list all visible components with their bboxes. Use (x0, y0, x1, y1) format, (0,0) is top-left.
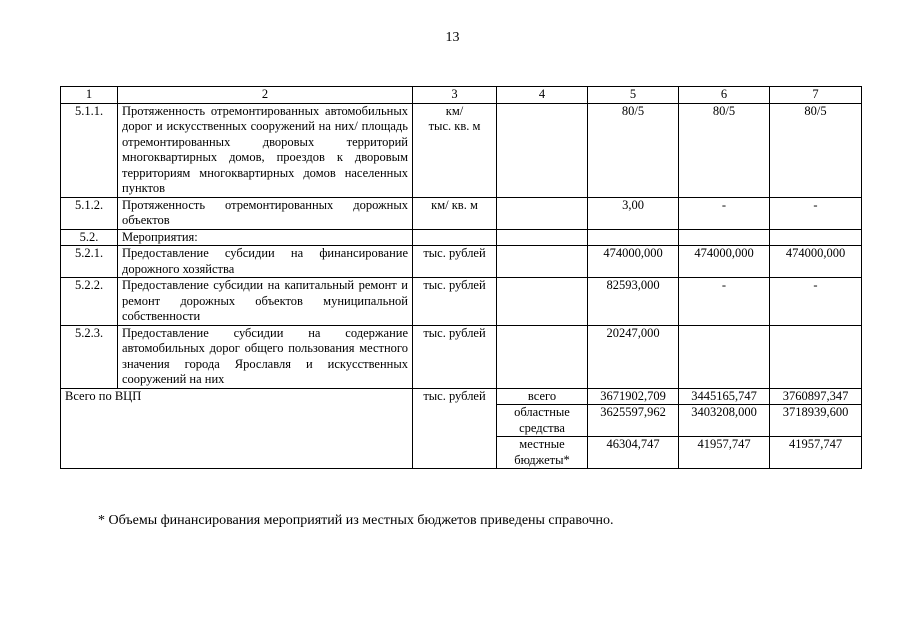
row-source (497, 103, 588, 197)
row-unit: тыс. рублей (413, 278, 497, 326)
table-row-5-2-3 (61, 325, 862, 388)
row-value-col-5: 3,00 (588, 197, 679, 229)
table-header-row (61, 87, 862, 104)
row-value-col-5: 20247,000 (588, 325, 679, 388)
page-number: 13 (445, 30, 460, 45)
total-source: всего (497, 388, 588, 405)
row-value-col-5: 474000,000 (588, 246, 679, 278)
row-name: Мероприятия: (118, 229, 413, 246)
row-name: Предоставление субсидии на капитальный ремонт и ремонт дорожных объектов муниципальной собственности (118, 278, 413, 326)
header-col-2: 2 (118, 87, 413, 104)
header-col-5: 5 (588, 87, 679, 104)
total-value-col-7: 3718939,600 (770, 405, 862, 437)
row-unit: тыс. рублей (413, 246, 497, 278)
row-number: 5.1.1. (61, 103, 118, 197)
total-value-col-7: 41957,747 (770, 437, 862, 469)
row-unit: тыс. рублей (413, 325, 497, 388)
row-value-col-7: 474000,000 (770, 246, 862, 278)
total-value-col-6: 41957,747 (679, 437, 770, 469)
row-value-col-7: - (770, 197, 862, 229)
table-row-5-2-1 (61, 246, 862, 278)
empty-cell (770, 229, 862, 246)
row-name: Протяженность отремонтированных дорожных объектов (118, 197, 413, 229)
empty-cell (679, 229, 770, 246)
row-name: Предоставление субсидии на финансирование дорожного хозяйства (118, 246, 413, 278)
row-value-col-6: - (679, 197, 770, 229)
header-col-4: 4 (497, 87, 588, 104)
row-source (497, 197, 588, 229)
row-value-col-5: 82593,000 (588, 278, 679, 326)
total-value-col-5: 46304,747 (588, 437, 679, 469)
table-row-5-2 (61, 229, 862, 246)
row-number: 5.1.2. (61, 197, 118, 229)
row-number: 5.2.1. (61, 246, 118, 278)
header-col-7: 7 (770, 87, 862, 104)
row-value-col-6: 474000,000 (679, 246, 770, 278)
row-number: 5.2.2. (61, 278, 118, 326)
footnote: * Объемы финансирования мероприятий из местных бюджетов приведены справочно. (98, 513, 614, 528)
total-unit: тыс. рублей (413, 388, 497, 469)
row-value-col-6: 80/5 (679, 103, 770, 197)
total-value-col-6: 3445165,747 (679, 388, 770, 405)
program-indicators-table (60, 86, 862, 469)
empty-cell (413, 229, 497, 246)
header-col-6: 6 (679, 87, 770, 104)
total-source: областные средства (497, 405, 588, 437)
row-value-col-7 (770, 325, 862, 388)
empty-cell (588, 229, 679, 246)
total-value-col-5: 3671902,709 (588, 388, 679, 405)
total-value-col-5: 3625597,962 (588, 405, 679, 437)
total-value-col-6: 3403208,000 (679, 405, 770, 437)
table-row-total (61, 388, 862, 405)
empty-cell (497, 229, 588, 246)
row-number: 5.2. (61, 229, 118, 246)
row-value-col-6 (679, 325, 770, 388)
row-source (497, 325, 588, 388)
row-value-col-6: - (679, 278, 770, 326)
header-col-3: 3 (413, 87, 497, 104)
table-row-5-2-2 (61, 278, 862, 326)
total-source: местные бюджеты* (497, 437, 588, 469)
row-value-col-7: - (770, 278, 862, 326)
row-source (497, 246, 588, 278)
header-col-1: 1 (61, 87, 118, 104)
row-name: Предоставление субсидии на содержание автомобильных дорог общего пользования местного значения города Ярославля и искусственных сооружений на них (118, 325, 413, 388)
row-name: Протяженность отремонтированных автомобильных дорог и искусственных сооружений на них/ площадь отремонтированных дворовых территорий многоквартирных домов, проездов к дворовым территориям многоквартирных домов населенных пунктов (118, 103, 413, 197)
table-row-5-1-2 (61, 197, 862, 229)
row-unit: км/ тыс. кв. м (413, 103, 497, 197)
total-label: Всего по ВЦП (61, 388, 413, 469)
row-unit: км/ кв. м (413, 197, 497, 229)
row-value-col-7: 80/5 (770, 103, 862, 197)
table-row-5-1-1 (61, 103, 862, 197)
row-source (497, 278, 588, 326)
row-value-col-5: 80/5 (588, 103, 679, 197)
row-number: 5.2.3. (61, 325, 118, 388)
total-value-col-7: 3760897,347 (770, 388, 862, 405)
